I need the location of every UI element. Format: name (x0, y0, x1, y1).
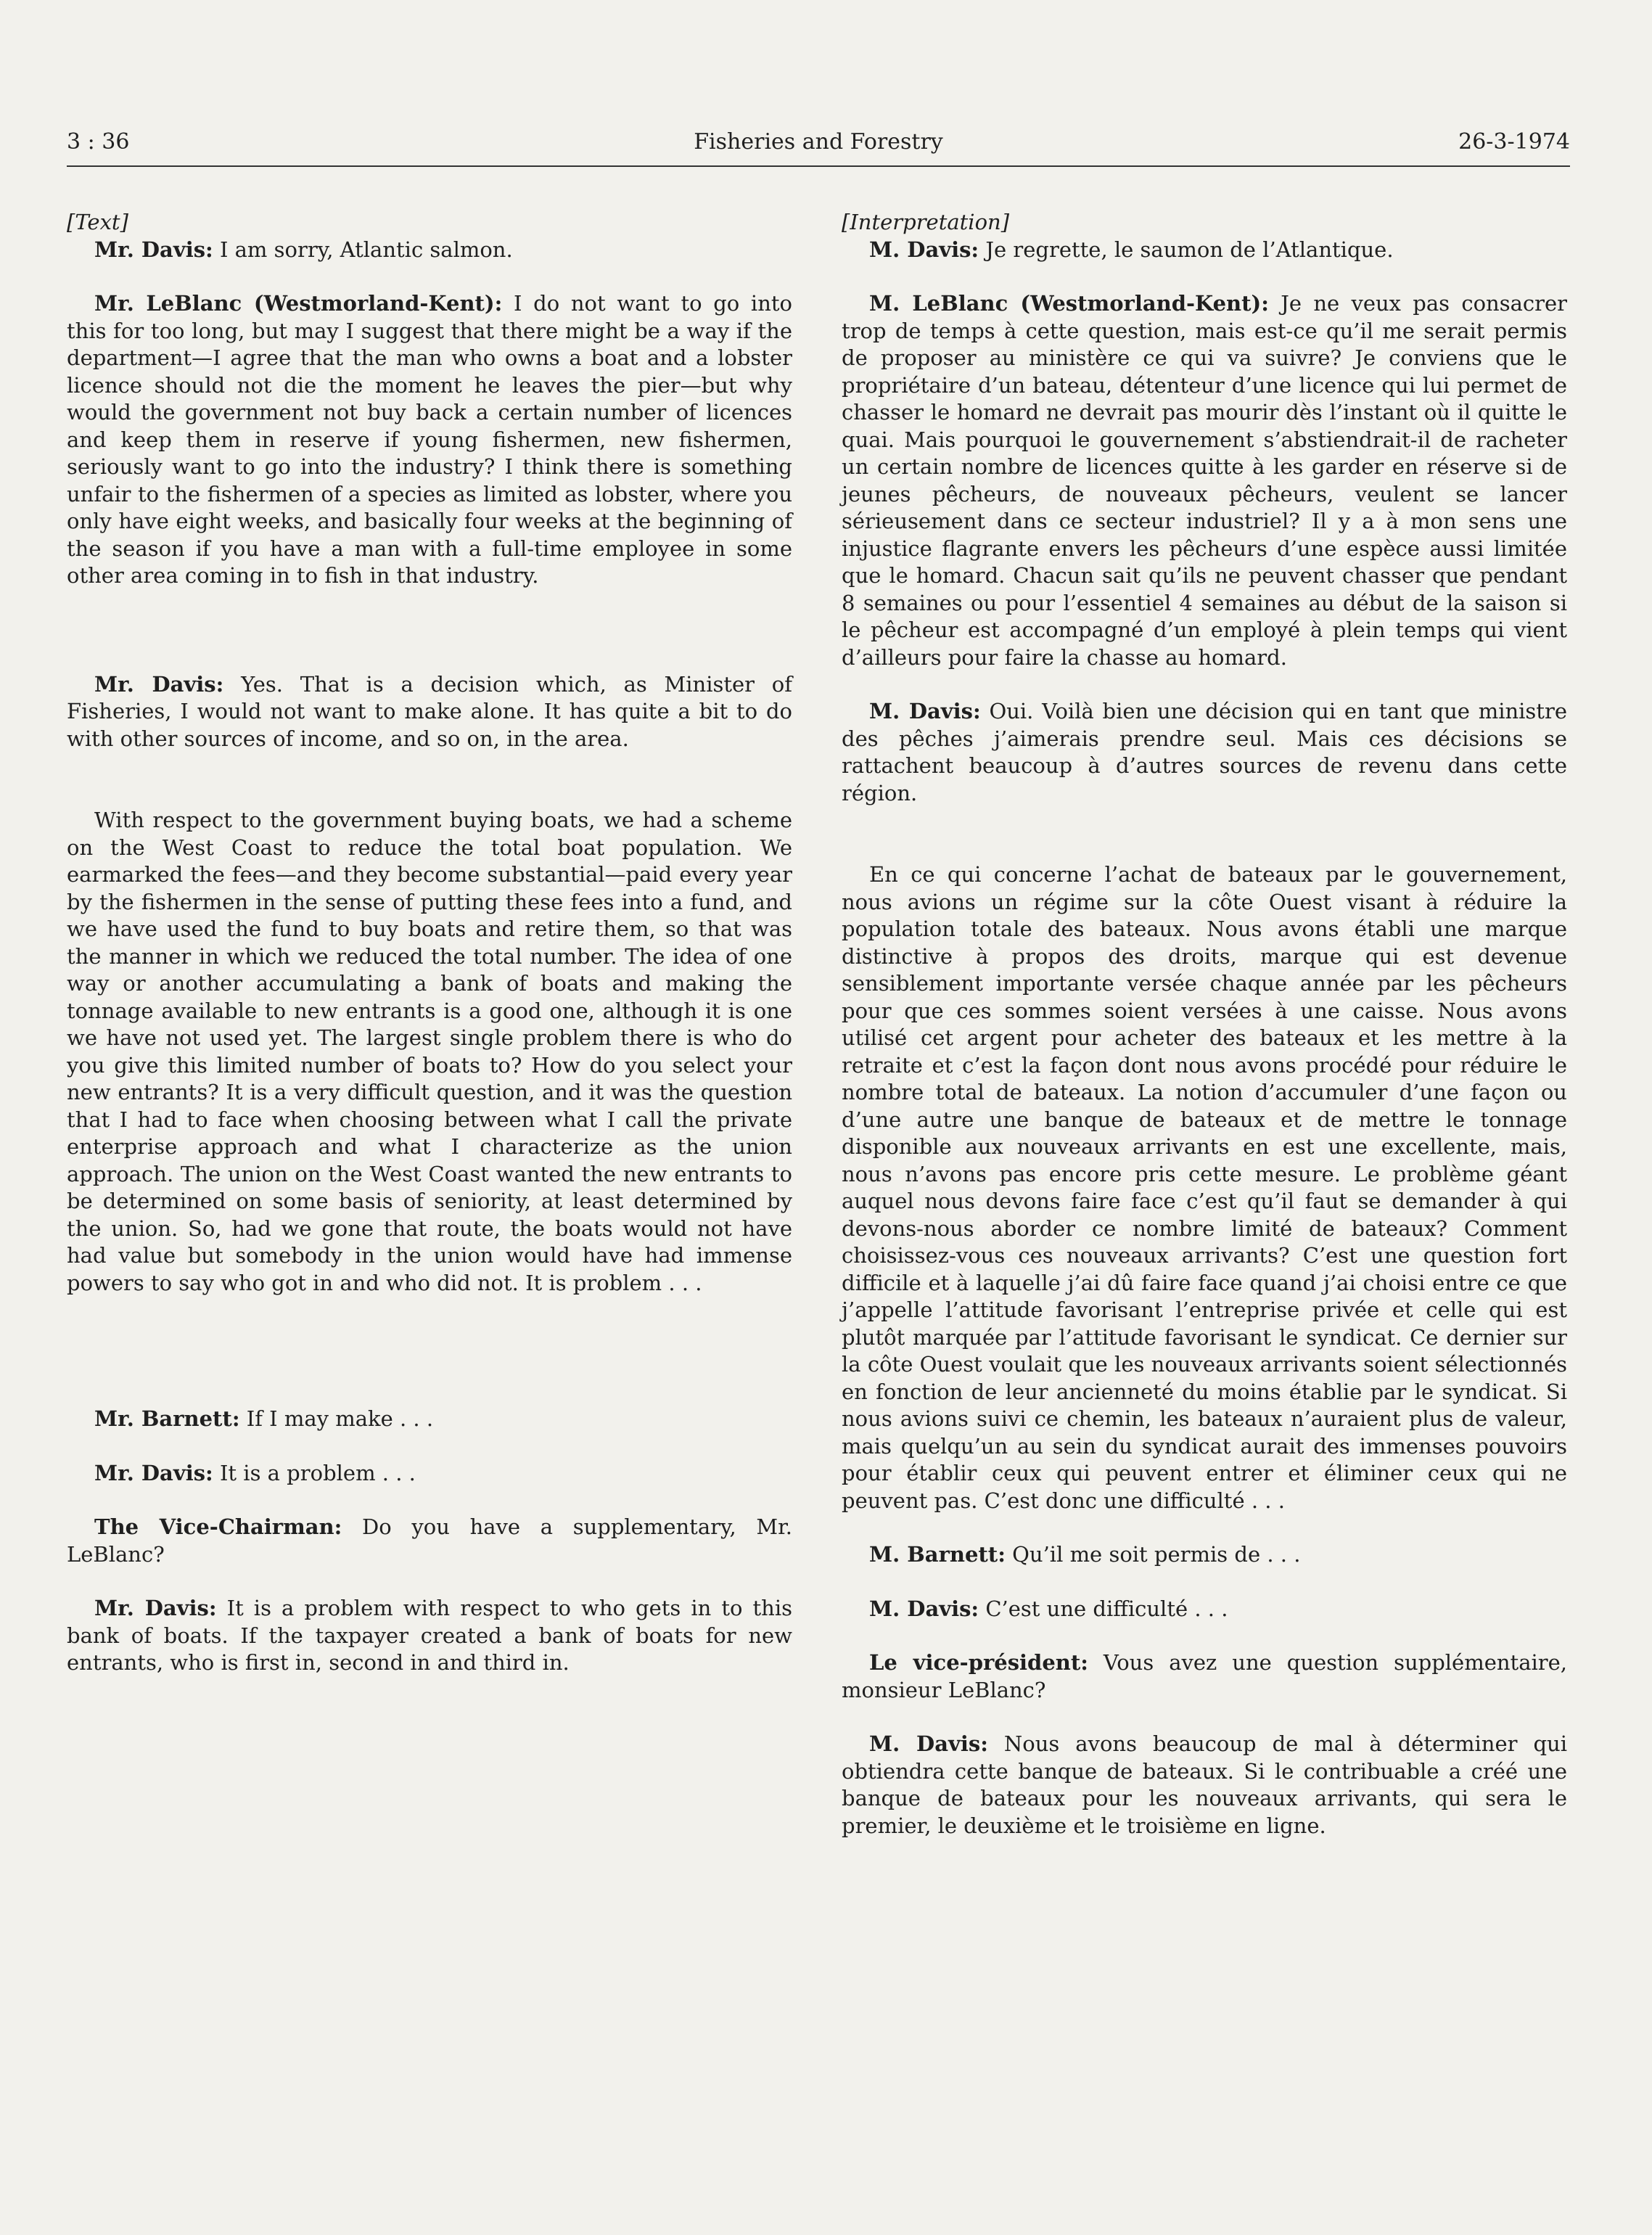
paragraph (67, 290, 792, 590)
speech: I do not want to go into this for too long, but may I suggest that there might be a way if the department—I agree that the man who owns a boat and a lobster licence should not die the moment he leaves the pier—but why would the government not buy back a certain number of licences and keep them in reserve if young fishermen, new fishermen, seriously want to go into the industry? I think there is something unfair to the fishermen of a species as limited as lobster, where you only have eight weeks, and basically four weeks at the beginning of the season if you have a man with a full-time employee in some other area coming in to fish in that industry. (67, 291, 792, 588)
speech: If I may make . . . (239, 1406, 434, 1431)
paragraph (67, 1460, 792, 1488)
speaker: Mr. Davis: (94, 671, 224, 697)
speech: En ce qui concerne l’achat de bateaux par le gouvernement, nous avions un régime sur la côte Ouest visant à réduire la population totale des bateaux. Nous avons établi une marque distinctive à propos des droits, marque qui est devenue sensiblement importante versée chaque année par les pêcheurs pour que ces sommes soient versées à une caisse. Nous avons utilisé cet argent pour acheter des bateaux et les mettre à la retraite et c’est la façon dont nous avons procédé pour réduire le nombre total de bateaux. La notion d’accumuler d’une façon ou d’une autre une banque de bateaux et de mettre le tonnage disponible aux nouveaux arrivants en est une excellente, mais, nous n’avons pas encore pris cette mesure. Le problème géant auquel nous devons faire face c’est qu’il faut se demander à qui devons-nous aborder ce nombre limité de bateaux? Comment choisissez-vous ces nouveaux arrivants? C’est une question fort difficile et à laquelle j’ai dû faire face quand j’ai choisi entre ce que j’appelle l’attitude favorisant l’entreprise privée et celle qui est plutôt marquée par l’attitude favorisant le syndicat. Ce dernier sur la côte Ouest voulait que les nouveaux arrivants soient sélectionnés en fonction de leur ancienneté du moins établie par le syndicat. Si nous avions suivi ce chemin, les bateaux n’auraient plus de valeur, mais quelqu’un au sein du syndicat aurait des immenses pouvoirs pour établir ceux qui peuvent entrer et éliminer ceux qui ne peuvent pas. C’est donc une difficulté . . . (842, 862, 1567, 1513)
paragraph (842, 1649, 1567, 1704)
paragraph (842, 698, 1567, 807)
speaker: Mr. Davis: (94, 237, 213, 262)
speaker: M. Davis: (869, 237, 979, 262)
speaker: Mr. Davis: (94, 1460, 213, 1485)
paragraph (67, 1595, 792, 1677)
paragraph (842, 237, 1567, 264)
paragraph (67, 807, 792, 1297)
page-number: 3 : 36 (67, 129, 130, 155)
page-date: 26-3-1974 (1458, 129, 1570, 155)
paragraph (67, 1406, 792, 1433)
speech: Do you have a supplementary, Mr. LeBlanc? (67, 1514, 792, 1567)
paragraph (67, 671, 792, 753)
speaker: M. Davis: (869, 699, 981, 723)
paragraph (842, 861, 1567, 1514)
english-column (67, 209, 792, 1677)
speech: Vous avez une question supplémentaire, monsieur LeBlanc? (842, 1650, 1568, 1702)
page-title: Fisheries and Forestry (694, 129, 943, 155)
speaker: Mr. Barnett: (94, 1406, 240, 1431)
speaker: M. LeBlanc (Westmorland-Kent): (869, 291, 1269, 316)
speech: Yes. That is a decision which, as Minister of Fisheries, I would not want to make alone. It has quite a bit to do with other sources of income, and so on, in the area. (67, 671, 793, 751)
speech: Oui. Voilà bien une décision qui en tant que ministre des pêches j’aimerais prendre seul. Mais ces décisions se rattachent beaucoup à d’autres sources de revenu dans cette région. (842, 699, 1567, 805)
speech: Je regrette, le saumon de l’Atlantique. (979, 237, 1394, 262)
french-column (842, 209, 1567, 1840)
speaker: The Vice-Chairman: (94, 1514, 342, 1539)
speaker: Le vice-président: (869, 1650, 1088, 1675)
page-header (67, 125, 1570, 167)
speech: I am sorry, Atlantic salmon. (213, 237, 513, 262)
speaker: Mr. LeBlanc (Westmorland-Kent): (94, 291, 503, 316)
speech: Nous avons beaucoup de mal à déterminer qui obtiendra cette banque de bateaux. Si le contribuable a créé une banque de bateaux pour les nouveaux arrivants, qui sera le premier, le deuxième et le troisième en ligne. (842, 1731, 1567, 1838)
interpretation-tag: [Interpretation] (842, 210, 1010, 234)
paragraph (842, 1541, 1567, 1569)
text-tag: [Text] (67, 210, 128, 234)
speaker: M. Davis: (869, 1596, 979, 1621)
paragraph (67, 237, 792, 264)
speech: Je ne veux pas consacrer trop de temps à cette question, mais est-ce qu’il me serait permis de proposer au ministère ce qui va suivre? Je conviens que le propriétaire d’un bateau, détenteur d’une licence qui lui permet de chasser le homard ne devrait pas mourir dès l’instant où il quitte le quai. Mais pourquoi le gouvernement s’abstiendrait-il de racheter un certain nombre de licences quitte à les garder en réserve si de jeunes pêcheurs, de nouveaux pêcheurs, veulent se lancer sérieusement dans ce secteur industriel? Il y a à mon sens une injustice flagrante envers les pêcheurs d’une espèce aussi limitée que le homard. Chacun sait qu’ils ne peuvent chasser que pendant 8 semaines ou pour l’essentiel 4 semaines au début de la saison si le pêcheur est accompagné d’un employé à plein temps qui vient d’ailleurs pour faire la chasse au homard. (842, 291, 1568, 670)
speaker: M. Davis: (869, 1731, 988, 1756)
speech: Qu’il me soit permis de . . . (1005, 1542, 1301, 1567)
paragraph (67, 1514, 792, 1568)
paragraph (842, 290, 1567, 671)
speech: C’est une difficulté . . . (979, 1596, 1228, 1621)
speaker: Mr. Davis: (94, 1596, 217, 1620)
paragraph (842, 1731, 1567, 1840)
speech: With respect to the government buying boats, we had a scheme on the West Coast to reduce the total boat population. We earmarked the fees—and they become substantial—paid every year by the fishermen in the sense of putting these fees into a fund, and we have used the fund to buy boats and retire them, so that was the manner in which we reduced the total number. The idea of one way or another accumulating a bank of boats and making the tonnage available to new entrants is a good one, although it is one we have not used yet. The largest single problem there is who do you give this limited number of boats to? How do you select your new entrants? It is a very difficult question, and it was the question that I had to face when choosing between what I call the private enterprise approach and what I characterize as the union approach. The union on the West Coast wanted the new entrants to be determined on some basis of seniority, at least determined by the union. So, had we gone that route, the boats would not have had value but somebody in the union would have had immense powers to say who got in and who did not. It is problem . . . (67, 808, 792, 1295)
speech: It is a problem with respect to who gets in to this bank of boats. If the taxpayer created a bank of boats for new entrants, who is first in, second in and third in. (67, 1596, 792, 1675)
speaker: M. Barnett: (869, 1542, 1006, 1567)
paragraph (842, 1596, 1567, 1623)
speech: It is a problem . . . (213, 1460, 416, 1485)
